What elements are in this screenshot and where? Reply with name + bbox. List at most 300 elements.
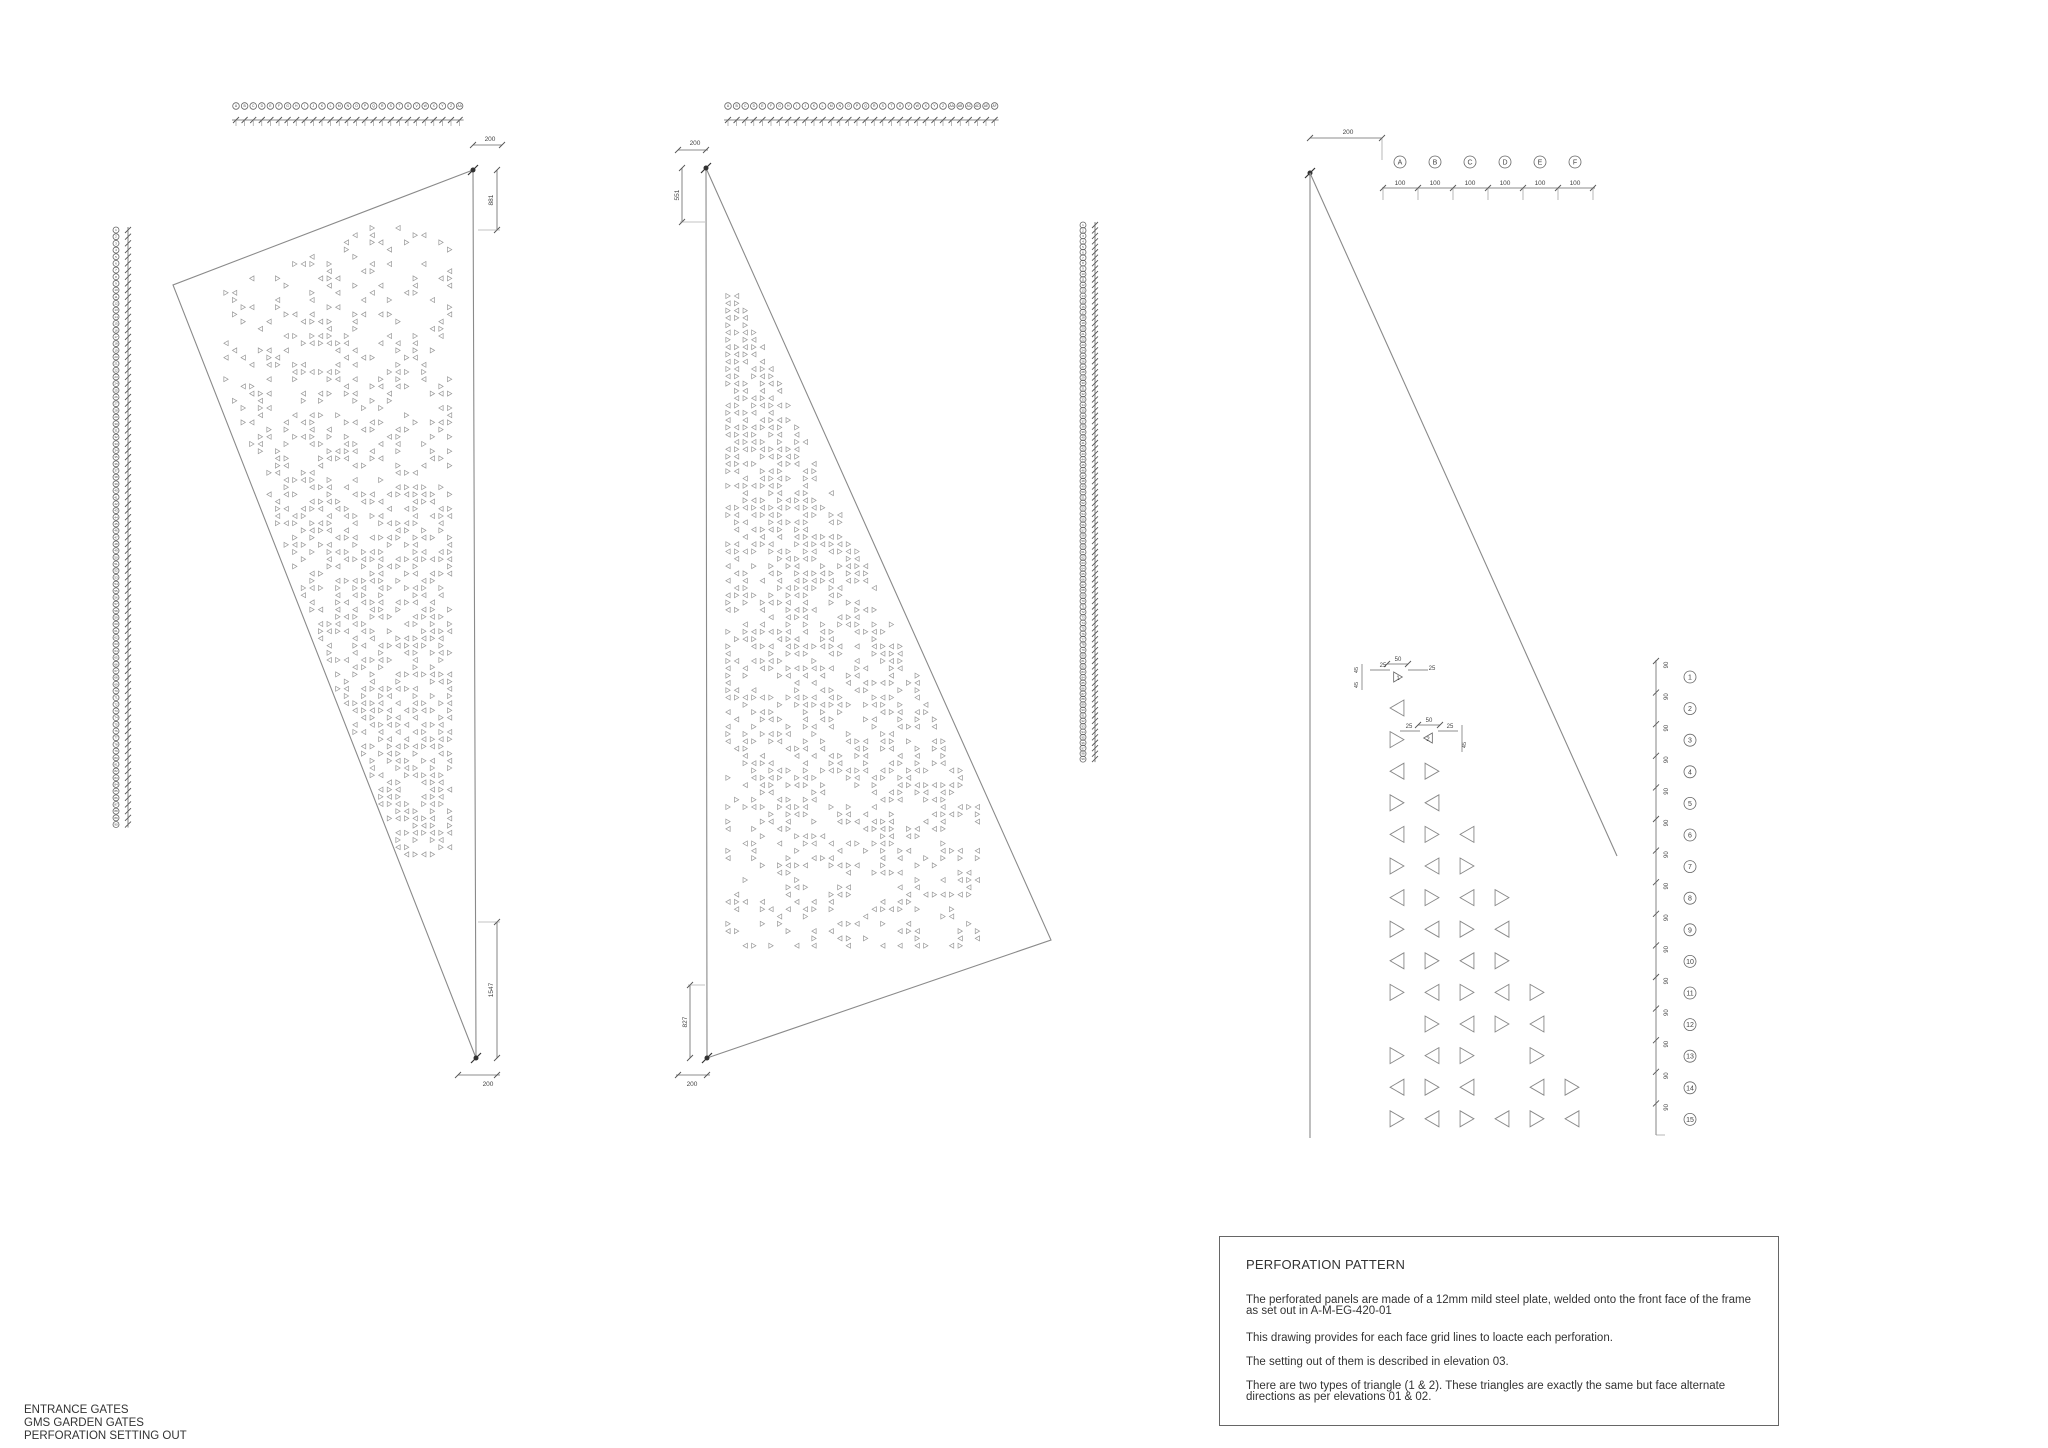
middle-perforation	[777, 432, 781, 437]
middle-perforation	[924, 943, 928, 948]
left-perforation	[379, 456, 383, 461]
left-perforation	[447, 679, 451, 684]
left-perforation	[258, 413, 262, 418]
left-side-grid-row-20: 20	[114, 354, 118, 359]
middle-perforation	[760, 607, 764, 612]
middle-perforation	[803, 513, 807, 518]
left-perforation	[404, 802, 408, 807]
left-perforation	[344, 341, 348, 346]
left-perforation	[387, 816, 391, 821]
middle-side-grid-row-53: 53	[1081, 506, 1085, 511]
middle-perforation	[769, 425, 773, 430]
middle-perforation	[726, 805, 730, 810]
left-perforation	[430, 830, 434, 835]
middle-perforation	[777, 527, 781, 532]
left-perforation	[258, 442, 262, 447]
left-perforation	[404, 816, 408, 821]
middle-top-grid-letter-L: L	[821, 104, 824, 109]
left-perforation	[396, 449, 400, 454]
left-perforation	[439, 406, 443, 411]
left-side-grid-row-37: 37	[114, 468, 118, 473]
middle-perforation	[915, 790, 919, 795]
middle-perforation	[726, 301, 730, 306]
middle-perforation	[829, 724, 833, 729]
middle-perforation	[777, 461, 781, 466]
middle-perforation	[777, 673, 781, 678]
middle-perforation	[786, 863, 790, 868]
left-perforation	[396, 838, 400, 843]
middle-perforation	[812, 542, 816, 547]
left-perforation	[387, 780, 391, 785]
middle-perforation	[795, 578, 799, 583]
left-perforation	[404, 521, 408, 526]
left-perforation	[413, 470, 417, 475]
left-perforation	[396, 701, 400, 706]
middle-perforation	[812, 841, 816, 846]
middle-perforation	[726, 403, 730, 408]
middle-perforation	[777, 586, 781, 591]
middle-perforation	[760, 345, 764, 350]
left-perforation	[267, 391, 271, 396]
left-perforation	[447, 758, 451, 763]
pattern-triangle-r9-c2	[1425, 921, 1439, 937]
middle-perforation	[829, 805, 833, 810]
middle-perforation	[743, 330, 747, 335]
left-perforation	[318, 499, 322, 504]
middle-perforation	[812, 790, 816, 795]
left-top-grid-letter-Y: Y	[441, 104, 444, 109]
middle-perforation	[795, 615, 799, 620]
left-perforation	[387, 535, 391, 540]
middle-perforation	[743, 396, 747, 401]
left-top-grid-letter-F: F	[277, 104, 281, 109]
middle-perforation	[734, 461, 738, 466]
left-perforation	[241, 384, 245, 389]
middle-perforation	[752, 775, 756, 780]
middle-perforation	[734, 542, 738, 547]
middle-perforation	[872, 651, 876, 656]
middle-perforation	[906, 768, 910, 773]
left-perforation	[413, 636, 417, 641]
middle-perforation	[734, 294, 738, 299]
left-perforation	[422, 773, 426, 778]
right-row-spacing: 90	[1664, 1104, 1670, 1111]
middle-perforation	[743, 593, 747, 598]
middle-perforation	[734, 505, 738, 510]
left-perforation	[430, 348, 434, 353]
left-perforation	[447, 629, 451, 634]
left-perforation	[430, 708, 434, 713]
middle-side-grid-row-79: 79	[1081, 648, 1085, 653]
detail-2-dim-45: 45	[1462, 741, 1468, 749]
left-side-grid-row-12: 12	[114, 301, 118, 306]
middle-perforation	[734, 374, 738, 379]
middle-perforation	[777, 732, 781, 737]
middle-side-grid-row-64: 64	[1081, 566, 1085, 571]
left-perforation	[447, 830, 451, 835]
left-perforation	[284, 506, 288, 511]
left-perforation	[353, 442, 357, 447]
left-perforation	[413, 535, 417, 540]
middle-side-grid-row-51: 51	[1081, 495, 1085, 500]
middle-perforation	[734, 797, 738, 802]
left-perforation	[439, 643, 443, 648]
middle-perforation	[769, 783, 773, 788]
middle-perforation	[777, 739, 781, 744]
middle-perforation	[915, 943, 919, 948]
left-side-grid-row-29: 29	[114, 415, 118, 420]
pattern-triangle-r10-c4	[1495, 953, 1509, 969]
left-perforation	[430, 809, 434, 814]
middle-top-grid-letter-F: F	[769, 104, 773, 109]
middle-perforation	[881, 659, 885, 664]
left-perforation	[353, 449, 357, 454]
left-perforation	[430, 650, 434, 655]
left-top-grid-letter-J: J	[312, 104, 315, 109]
left-perforation	[344, 384, 348, 389]
middle-perforation	[726, 330, 730, 335]
middle-perforation	[726, 710, 730, 715]
left-perforation	[284, 334, 288, 339]
middle-side-grid-row-60: 60	[1081, 544, 1085, 549]
middle-perforation	[726, 432, 730, 437]
left-side-grid-row-66: 66	[114, 662, 118, 667]
left-perforation	[258, 406, 262, 411]
left-top-grid-letter-R: R	[380, 104, 384, 109]
middle-perforation	[924, 797, 928, 802]
left-perforation	[422, 463, 426, 468]
left-perforation	[404, 758, 408, 763]
left-perforation	[422, 643, 426, 648]
left-perforation	[422, 701, 426, 706]
left-side-grid-row-44: 44	[114, 515, 118, 520]
middle-perforation	[958, 943, 962, 948]
left-perforation	[275, 362, 279, 367]
left-perforation	[241, 319, 245, 324]
middle-perforation	[786, 549, 790, 554]
middle-perforation	[769, 432, 773, 437]
pattern-triangle-r7-c1	[1390, 858, 1404, 874]
elevation-01-panel	[113, 103, 505, 1088]
middle-perforation	[949, 892, 953, 897]
left-perforation	[447, 557, 451, 562]
middle-perforation	[726, 600, 730, 605]
left-perforation	[447, 816, 451, 821]
left-perforation	[224, 341, 228, 346]
middle-perforation	[726, 732, 730, 737]
middle-perforation	[898, 710, 902, 715]
detail-1-label: 1	[1396, 676, 1400, 682]
middle-side-grid-row-96: 96	[1081, 740, 1085, 745]
middle-perforation	[777, 476, 781, 481]
left-perforation	[310, 607, 314, 612]
middle-perforation	[743, 432, 747, 437]
left-perforation	[422, 737, 426, 742]
left-perforation	[422, 492, 426, 497]
left-perforation	[379, 406, 383, 411]
left-perforation	[413, 823, 417, 828]
middle-perforation	[967, 921, 971, 926]
middle-perforation	[941, 746, 945, 751]
middle-perforation	[769, 476, 773, 481]
middle-perforation	[846, 732, 850, 737]
middle-perforation	[769, 571, 773, 576]
middle-perforation	[786, 651, 790, 656]
left-perforation	[250, 305, 254, 310]
pattern-triangle-r15-c3	[1460, 1111, 1474, 1127]
left-perforation	[258, 348, 262, 353]
middle-perforation	[726, 629, 730, 634]
left-perforation	[275, 521, 279, 526]
left-perforation	[387, 370, 391, 375]
left-perforation	[327, 319, 331, 324]
left-perforation	[370, 456, 374, 461]
middle-perforation	[743, 761, 747, 766]
left-top-grid-letter-I: I	[304, 104, 306, 109]
left-side-grid-row-43: 43	[114, 508, 118, 513]
middle-perforation	[777, 826, 781, 831]
middle-perforation	[812, 513, 816, 518]
left-perforation	[439, 319, 443, 324]
left-perforation	[275, 305, 279, 310]
middle-side-grid-row-93: 93	[1081, 724, 1085, 729]
middle-perforation	[906, 775, 910, 780]
left-perforation	[387, 262, 391, 267]
left-perforation	[327, 550, 331, 555]
middle-perforation	[734, 425, 738, 430]
middle-perforation	[795, 834, 799, 839]
left-top-grid-letter-O: O	[355, 104, 358, 109]
middle-perforation	[786, 629, 790, 634]
left-perforation	[370, 420, 374, 425]
left-perforation	[396, 434, 400, 439]
middle-top-grid-letter-M: M	[829, 104, 833, 109]
right-row-spacing: 90	[1664, 946, 1670, 953]
middle-perforation	[752, 629, 756, 634]
middle-perforation	[760, 388, 764, 393]
left-perforation	[413, 773, 417, 778]
left-perforation	[379, 730, 383, 735]
middle-perforation	[863, 826, 867, 831]
middle-side-grid-row-8: 8	[1082, 261, 1084, 266]
middle-perforation	[786, 724, 790, 729]
middle-perforation	[726, 695, 730, 700]
left-perforation	[318, 485, 322, 490]
middle-side-grid-row-17: 17	[1081, 310, 1085, 315]
left-perforation	[447, 449, 451, 454]
left-side-grid-row-78: 78	[114, 742, 118, 747]
middle-perforation	[769, 768, 773, 773]
middle-perforation	[812, 549, 816, 554]
middle-dim-top: 200	[689, 140, 701, 147]
left-perforation	[404, 622, 408, 627]
perforation-notes-box	[1219, 1236, 1779, 1426]
middle-perforation	[752, 688, 756, 693]
middle-perforation	[760, 834, 764, 839]
right-row-spacing: 90	[1664, 724, 1670, 732]
middle-perforation	[906, 892, 910, 897]
middle-top-grid-letter-AF: AF	[992, 104, 997, 109]
left-perforation	[413, 730, 417, 735]
left-side-grid-row-9: 9	[115, 281, 117, 286]
right-row-number-4: 4	[1688, 769, 1692, 777]
middle-perforation	[786, 418, 790, 423]
middle-perforation	[975, 936, 979, 941]
middle-perforation	[760, 622, 764, 627]
left-side-grid-row-84: 84	[114, 782, 118, 787]
middle-side-grid-row-37: 37	[1081, 419, 1085, 424]
middle-perforation	[838, 819, 842, 824]
middle-perforation	[769, 469, 773, 474]
middle-side-grid-row-15: 15	[1081, 299, 1085, 304]
middle-perforation	[915, 688, 919, 693]
right-row-spacing: 90	[1664, 882, 1670, 890]
middle-perforation	[769, 907, 773, 912]
middle-perforation	[743, 586, 747, 591]
middle-side-grid-row-87: 87	[1081, 691, 1085, 696]
middle-perforation	[829, 549, 833, 554]
left-perforation	[379, 420, 383, 425]
middle-side-grid-row-52: 52	[1081, 501, 1085, 505]
middle-perforation	[743, 381, 747, 386]
middle-perforation	[803, 695, 807, 700]
left-perforation	[422, 672, 426, 677]
left-perforation	[370, 614, 374, 619]
pattern-triangle-r10-c2	[1425, 953, 1439, 969]
middle-perforation	[734, 586, 738, 591]
right-row-number-13: 13	[1686, 1053, 1694, 1061]
middle-side-grid-row-44: 44	[1081, 457, 1085, 462]
left-perforation	[353, 319, 357, 324]
middle-perforation	[863, 702, 867, 707]
middle-perforation	[941, 790, 945, 795]
pattern-triangle-r13-c5	[1530, 1048, 1544, 1064]
left-perforation	[404, 427, 408, 432]
middle-perforation	[760, 367, 764, 372]
right-row-number-9: 9	[1688, 927, 1692, 935]
middle-perforation	[726, 294, 730, 299]
middle-perforation	[838, 622, 842, 627]
middle-perforation	[752, 330, 756, 335]
left-side-grid-row-8: 8	[115, 274, 117, 279]
middle-perforation	[932, 724, 936, 729]
left-perforation	[301, 506, 305, 511]
middle-perforation	[829, 578, 833, 583]
left-perforation	[353, 665, 357, 670]
middle-perforation	[881, 899, 885, 904]
left-perforation	[327, 514, 331, 519]
middle-perforation	[734, 432, 738, 437]
left-perforation	[344, 240, 348, 245]
middle-perforation	[863, 666, 867, 671]
left-perforation	[336, 600, 340, 605]
middle-side-grid-row-73: 73	[1081, 615, 1085, 620]
left-perforation	[361, 593, 365, 598]
left-perforation	[447, 305, 451, 310]
middle-perforation	[829, 534, 833, 539]
middle-perforation	[752, 805, 756, 810]
middle-top-grid-letter-G: G	[778, 104, 781, 109]
left-perforation	[344, 442, 348, 447]
middle-perforation	[803, 863, 807, 868]
middle-perforation	[812, 753, 816, 758]
middle-side-grid-row-3: 3	[1082, 233, 1084, 238]
middle-top-grid-letter-U: U	[898, 104, 902, 109]
middle-perforation	[777, 469, 781, 474]
left-perforation	[318, 456, 322, 461]
middle-side-grid-row-42: 42	[1081, 446, 1085, 451]
middle-perforation	[769, 666, 773, 671]
middle-perforation	[726, 921, 730, 926]
left-perforation	[447, 377, 451, 382]
left-top-grid-letter-P: P	[363, 104, 367, 109]
left-perforation	[430, 434, 434, 439]
middle-perforation	[786, 461, 790, 466]
middle-side-grid-row-76: 76	[1081, 631, 1085, 636]
left-perforation	[422, 485, 426, 490]
middle-perforation	[760, 403, 764, 408]
middle-perforation	[795, 520, 799, 525]
left-side-grid-row-24: 24	[114, 381, 118, 386]
left-perforation	[336, 614, 340, 619]
left-perforation	[447, 391, 451, 396]
left-perforation	[387, 564, 391, 569]
detail-2-label: 2	[1426, 737, 1430, 743]
left-perforation	[379, 535, 383, 540]
left-perforation	[404, 600, 408, 605]
left-perforation	[258, 449, 262, 454]
left-perforation	[301, 370, 305, 375]
left-perforation	[379, 794, 383, 799]
left-perforation	[361, 564, 365, 569]
left-perforation	[379, 499, 383, 504]
left-perforation	[430, 802, 434, 807]
middle-perforation	[967, 885, 971, 890]
middle-perforation	[872, 805, 876, 810]
middle-side-grid-row-94: 94	[1081, 729, 1085, 734]
left-perforation	[413, 593, 417, 598]
middle-perforation	[760, 761, 764, 766]
left-perforation	[344, 557, 348, 562]
left-perforation	[387, 434, 391, 439]
middle-perforation	[820, 710, 824, 715]
middle-perforation	[743, 702, 747, 707]
left-side-grid-row-72: 72	[114, 702, 118, 707]
middle-perforation	[803, 644, 807, 649]
left-perforation	[439, 744, 443, 749]
left-perforation	[447, 406, 451, 411]
middle-dim-551: 551	[674, 189, 681, 201]
middle-perforation	[769, 513, 773, 518]
middle-perforation	[726, 505, 730, 510]
middle-perforation	[855, 659, 859, 664]
left-perforation	[250, 362, 254, 367]
left-perforation	[336, 348, 340, 353]
middle-perforation	[734, 746, 738, 751]
right-row-number-12: 12	[1686, 1022, 1694, 1030]
middle-perforation	[795, 564, 799, 569]
middle-perforation	[769, 943, 773, 948]
left-perforation	[310, 334, 314, 339]
left-perforation	[413, 506, 417, 511]
middle-perforation	[786, 637, 790, 642]
middle-perforation	[829, 768, 833, 773]
pattern-triangle-r2-c1	[1390, 700, 1404, 716]
left-perforation	[370, 636, 374, 641]
middle-perforation	[941, 914, 945, 919]
middle-top-grid-letter-K: K	[812, 104, 816, 109]
middle-side-grid-row-95: 95	[1081, 735, 1085, 740]
